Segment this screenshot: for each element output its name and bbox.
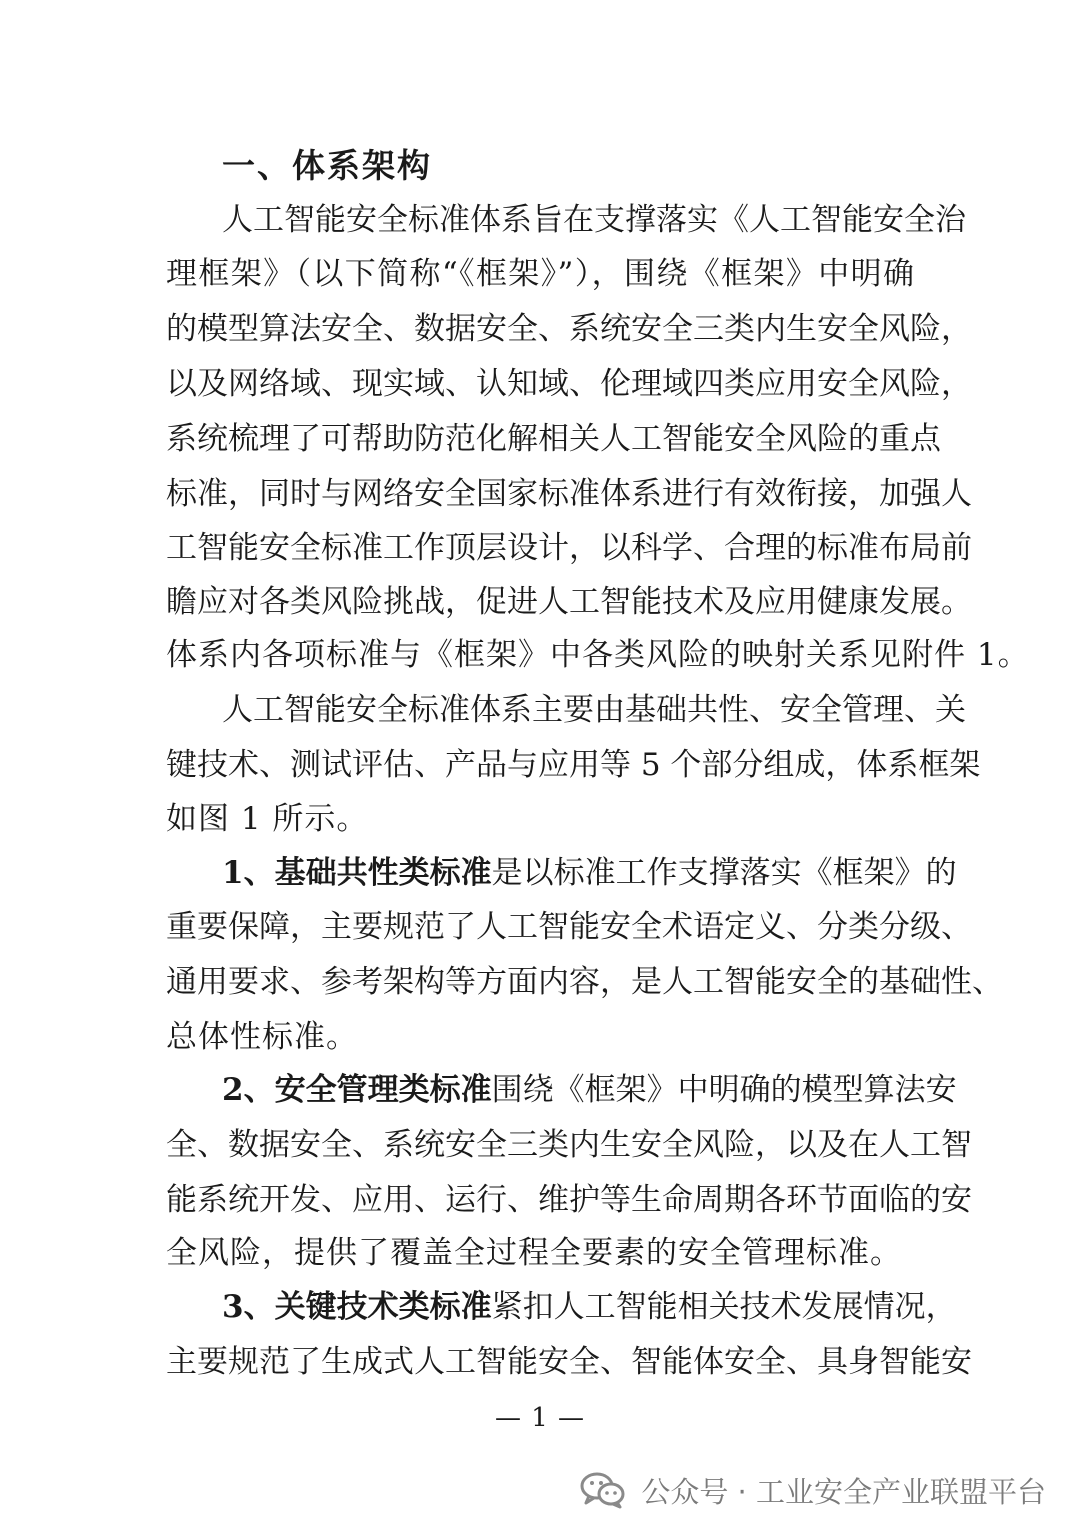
paragraph-line: 通用要求、参考架构等方面内容，是人工智能安全的基础性、 bbox=[166, 964, 1003, 1000]
paragraph-line: 瞻应对各类风险挑战，促进人工智能技术及应用健康发展。 bbox=[166, 584, 972, 620]
paragraph-line: 体系内各项标准与《框架》中各类风险的映射关系见附件 1。 bbox=[166, 637, 1030, 673]
paragraph-line: 标准，同时与网络安全国家标准体系进行有效衔接，加强人 bbox=[166, 476, 972, 512]
paragraph-line: 工智能安全标准工作顶层设计，以科学、合理的标准布局前 bbox=[166, 530, 972, 566]
paragraph-line: 理框架》（以下简称“《框架》”），围绕《框架》中明确 bbox=[166, 256, 914, 292]
paragraph-line: 全风险，提供了覆盖全过程全要素的安全管理标准。 bbox=[166, 1235, 902, 1271]
bold-lead: 2、安全管理类标准 bbox=[222, 1072, 492, 1108]
bold-lead: 1、基础共性类标准 bbox=[222, 855, 492, 891]
paragraph-line: 如图 1 所示。 bbox=[166, 801, 369, 837]
paragraph-text: 是以标准工作支撑落实《框架》的 bbox=[491, 855, 957, 891]
paragraph-line: 的模型算法安全、数据安全、系统安全三类内生安全风险， bbox=[166, 311, 972, 347]
paragraph-first-line bbox=[222, 1287, 957, 1327]
bold-lead: 3、关键技术类标准 bbox=[222, 1289, 492, 1325]
paragraph-text: 围绕《框架》中明确的模型算法安 bbox=[491, 1072, 957, 1108]
paragraph-line: 总体性标准。 bbox=[166, 1019, 358, 1055]
section-heading: 一、体系架构 bbox=[222, 146, 432, 185]
paragraph-line: 全、数据安全、系统安全三类内生安全风险，以及在人工智 bbox=[166, 1127, 972, 1163]
paragraph-line: 人工智能安全标准体系旨在支撑落实《人工智能安全治 bbox=[222, 202, 966, 238]
page-number: — 1 — bbox=[494, 1403, 586, 1433]
paragraph-line: 重要保障，主要规范了人工智能安全术语定义、分类分级、 bbox=[166, 909, 972, 945]
watermark-text: 公众号 · 工业安全产业联盟平台 bbox=[641, 1474, 1046, 1509]
paragraph-line: 系统梳理了可帮助防范化解相关人工智能安全风险的重点 bbox=[166, 421, 941, 457]
paragraph-line: 主要规范了生成式人工智能安全、智能体安全、具身智能安 bbox=[166, 1344, 972, 1380]
watermark bbox=[579, 1466, 1046, 1514]
paragraph-line: 能系统开发、应用、运行、维护等生命周期各环节面临的安 bbox=[166, 1182, 972, 1218]
paragraph-line: 键技术、测试评估、产品与应用等 5 个部分组成，体系框架 bbox=[166, 747, 981, 783]
paragraph-text: 紧扣人工智能相关技术发展情况， bbox=[491, 1289, 957, 1325]
paragraph-first-line bbox=[222, 853, 957, 893]
paragraph-first-line bbox=[222, 1070, 957, 1110]
paragraph-line: 以及网络域、现实域、认知域、伦理域四类应用安全风险， bbox=[166, 366, 972, 402]
wechat-icon bbox=[579, 1470, 627, 1510]
paragraph-line: 人工智能安全标准体系主要由基础共性、安全管理、关 bbox=[222, 692, 966, 728]
